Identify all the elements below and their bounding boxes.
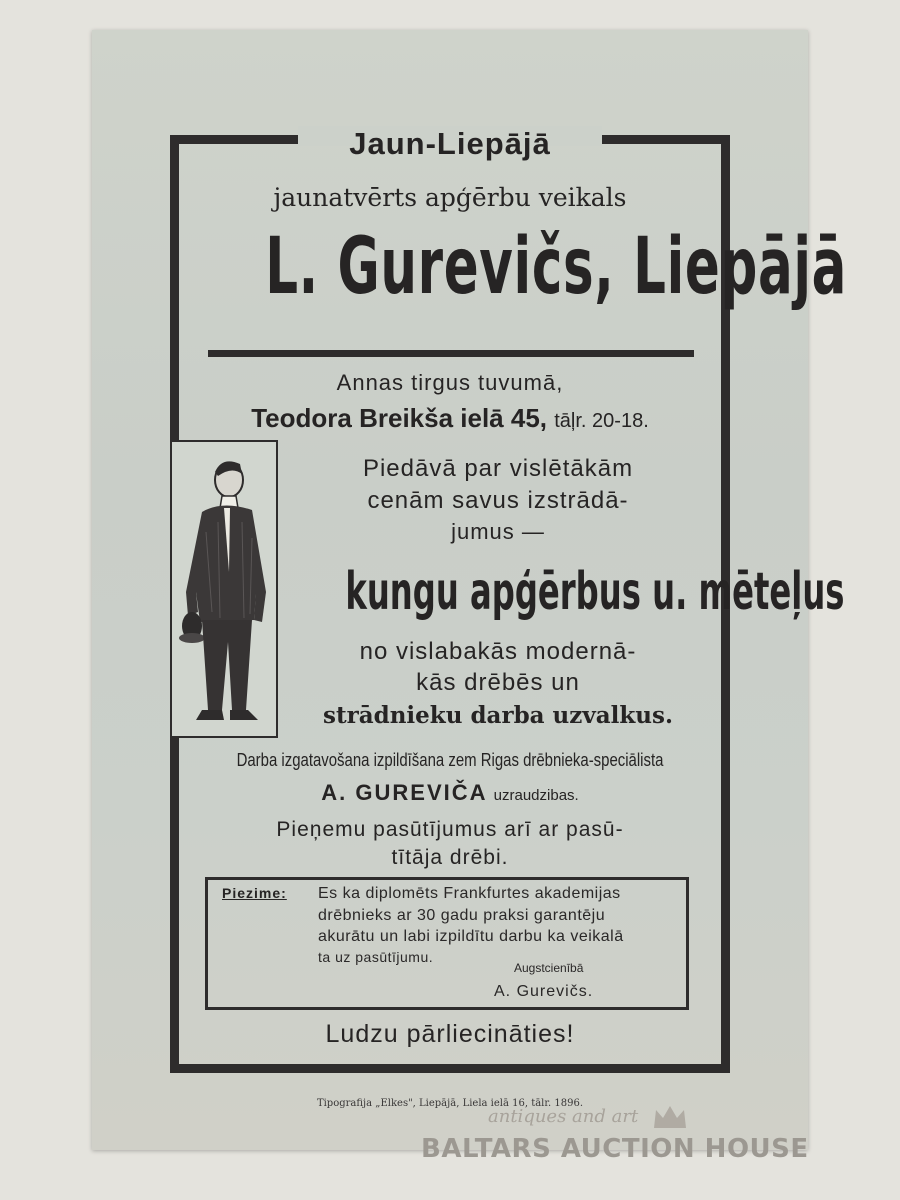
- gentleman-illustration: [170, 440, 278, 738]
- note-line: ta uz pasūtījumu.: [318, 949, 434, 965]
- specialist-name: A. GUREVIČA: [321, 780, 488, 805]
- work-line-2: [170, 780, 730, 806]
- note-label: Piezime:: [222, 885, 287, 901]
- shop-name: L. Gurevičs, Liepājā: [265, 222, 848, 312]
- accept-line-2: tītāja drēbi.: [391, 846, 509, 869]
- crown-icon: [650, 1102, 690, 1132]
- address-line-1: Annas tirgus tuvumā,: [336, 370, 564, 395]
- work-line-1: Darba izgatavošana izpildīšana zem Rigas drēbnieka-speciālista: [236, 750, 664, 770]
- note-regards: Augstcienībā: [514, 961, 584, 975]
- supervision-text: uzraudzibas.: [493, 787, 579, 804]
- address-line-2: [170, 403, 730, 434]
- closing-line: Ludzu pārliecināties!: [325, 1020, 575, 1048]
- printer-imprint: Tipografija „Elkes", Liepājā, Liela ielā 16, tālr. 1896.: [316, 1098, 584, 1109]
- offer-line-6: strādnieku darba uzvalkus.: [323, 702, 673, 729]
- watermark-brand: BALTARS AUCTION HOUSE: [421, 1134, 809, 1164]
- accept-line-1: Pieņemu pasūtījumus arī ar pasū-: [276, 818, 624, 841]
- flyer-subtitle: jaunatvērts apģērbu veikals: [273, 183, 627, 212]
- note-line: drēbnieks ar 30 gadu praksi garantēju: [318, 907, 606, 924]
- offer-line-4: no vislabakās modernā-: [359, 638, 637, 665]
- note-line: akurātu un labi izpildītu darbu ka veikalā: [318, 928, 624, 945]
- offer-line-3: jumus —: [451, 519, 545, 544]
- offer-line-1: Piedāvā par vislētākām: [362, 455, 634, 482]
- phone-number: tāļr. 20-18.: [554, 410, 649, 432]
- note-signer: A. Gurevičs.: [494, 983, 594, 1000]
- offer-line-2: cenām savus izstrādā-: [367, 487, 629, 514]
- street-address: Teodora Breikša ielā 45,: [251, 403, 548, 433]
- offer-headline: kungu apģērbus u. mēteļus: [345, 562, 845, 622]
- note-line: Es ka diplomēts Frankfurtes akademijas: [318, 885, 621, 902]
- watermark-tagline: antiques and art: [488, 1106, 639, 1127]
- offer-line-5: kās drēbēs un: [416, 669, 580, 696]
- gentleman-figure-icon: [172, 442, 276, 736]
- shop-name-underline: [208, 350, 694, 357]
- flyer-title: Jaun-Liepājā: [349, 126, 551, 161]
